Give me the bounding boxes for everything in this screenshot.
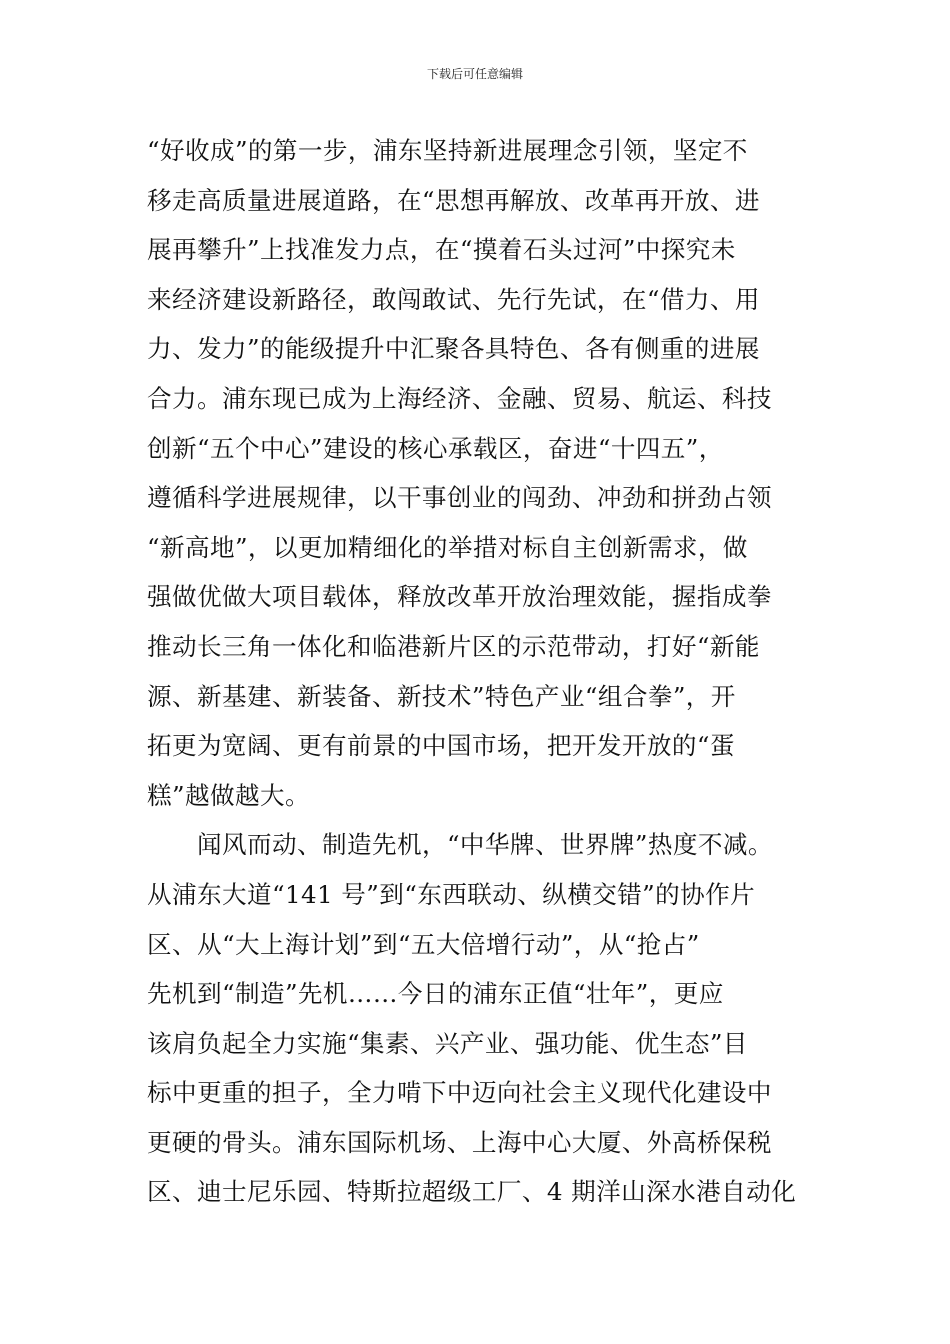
text-line: 标中更重的担子，全力啃下中迈向社会主义现代化建设中 (147, 1078, 772, 1108)
text-line: 源、新基建、新装备、新技术”特色产业“组合拳”，开 (147, 681, 736, 711)
text-line: 从浦东大道“141 号”到“东西联动、纵横交错”的协作片 (147, 879, 756, 909)
text-line: “新高地”，以更加精细化的举措对标自主创新需求，做 (147, 532, 748, 562)
text-line: 来经济建设新路径，敢闯敢试、先行先试，在“借力、用 (147, 284, 760, 314)
text-line: 该肩负起全力实施“集素、兴产业、强功能、优生态”目 (147, 1028, 748, 1058)
text-line: 展再攀升”上找准发力点，在“摸着石头过河”中探究未 (147, 235, 736, 265)
document-body (147, 126, 817, 1217)
text-line: 糕”越做越大。 (147, 780, 310, 810)
text-line: 移走高质量进展道路，在“思想再解放、改革再开放、进 (147, 185, 760, 215)
text-line: 创新“五个中心”建设的核心承载区，奋进“十四五”， (147, 433, 724, 463)
text-line: 拓更为宽阔、更有前景的中国市场，把开发开放的“蛋 (147, 731, 735, 761)
text-line: “好收成”的第一步，浦东坚持新进展理念引领，坚定不 (147, 136, 748, 165)
paragraph-1 (147, 126, 817, 820)
text-line: 区、从“大上海计划”到“五大倍增行动”，从“抢占” (147, 929, 700, 959)
text-line: 先机到“制造”先机……今日的浦东正值“壮年”，更应 (147, 979, 724, 1009)
page-header: 下载后可任意编辑 (426, 67, 523, 81)
text-line: 强做优做大项目载体，释放改革开放治理效能，握指成拳 (147, 582, 772, 612)
text-line: 闻风而动、制造先机，“中华牌、世界牌”热度不减。 (197, 830, 773, 860)
text-line: 推动长三角一体化和临港新片区的示范带动，打好“新能 (147, 631, 760, 661)
text-line: 遵循科学进展规律，以干事创业的闯劲、冲劲和拼劲占领 (147, 483, 772, 513)
text-line: 力、发力”的能级提升中汇聚各具特色、各有侧重的进展 (147, 334, 760, 364)
text-line: 合力。浦东现已成为上海经济、金融、贸易、航运、科技 (147, 383, 772, 413)
text-line: 更硬的骨头。浦东国际机场、上海中心大厦、外高桥保税 (147, 1127, 772, 1157)
paragraph-2 (147, 820, 817, 1217)
text-line: 区、迪士尼乐园、特斯拉超级工厂、4 期洋山深水港自动化 (147, 1177, 797, 1207)
